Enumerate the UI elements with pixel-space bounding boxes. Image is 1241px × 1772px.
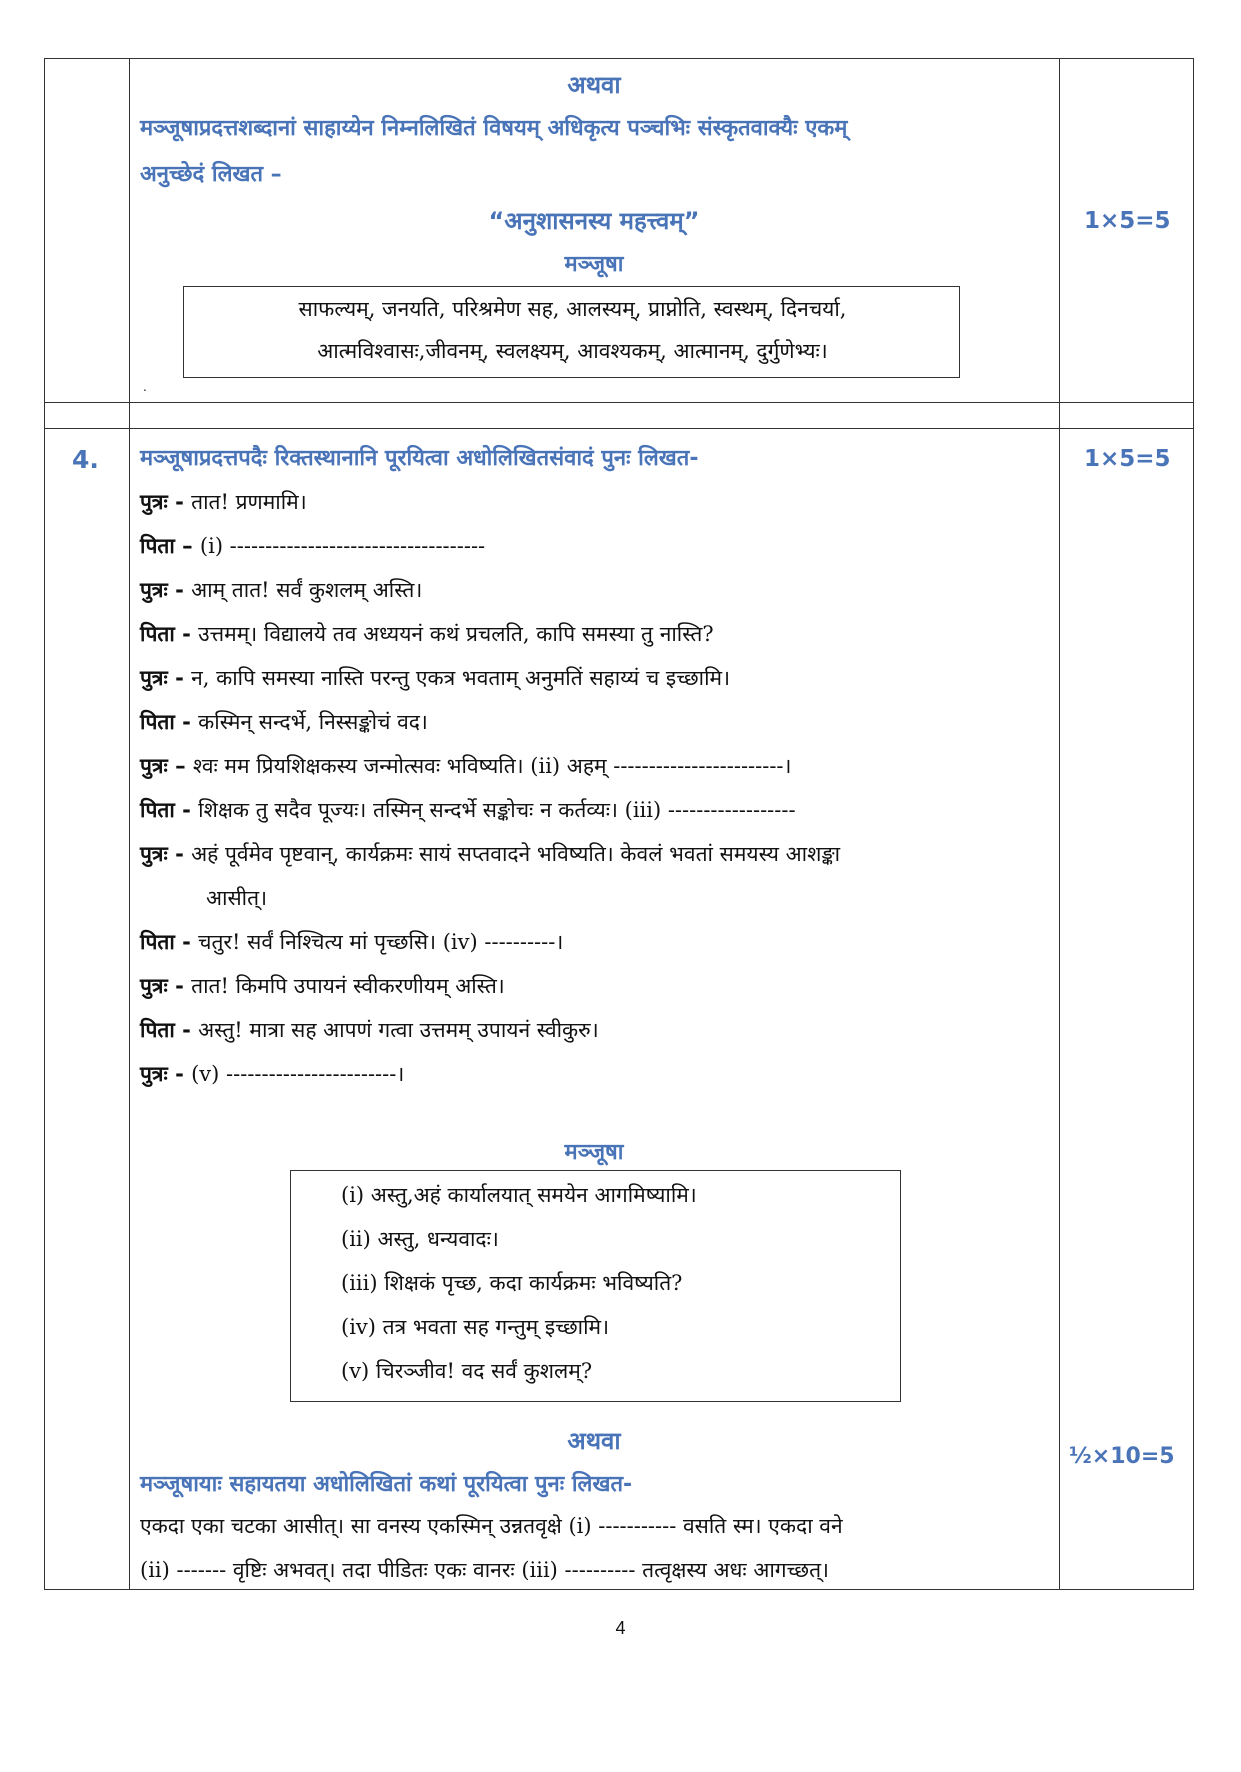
dialogue-line <box>140 796 796 824</box>
speaker-label: पिता <box>140 798 175 822</box>
story-line-2: (ii) ------- वृष्टिः अभवत्। तदा पीडितः एकः वानरः (iii) ---------- तत्वृक्षस्य अधः आगच्छत्। <box>140 1558 829 1582</box>
dialogue-text: शिक्षक तु सदैव पूज्यः। तस्मिन् सन्दर्भे सङ्कोचः न कर्तव्यः। (iii) ------------------ <box>198 798 796 822</box>
speaker-label: पिता <box>140 710 175 734</box>
paragraph-topic: “अनुशासनस्य महत्त्वम्” <box>488 207 700 235</box>
speaker-label: पिता <box>140 1018 175 1042</box>
dialogue-line <box>140 664 730 692</box>
dialogue-text: तात! किमपि उपायनं स्वीकरणीयम् अस्ति। <box>191 974 505 998</box>
q3-instruction-line1: मञ्जूषाप्रदत्तशब्दानां साहाय्येन निम्नलिखितं विषयम् अधिकृत्य पञ्चभिः संस्कृतवाक्यैः एकम् <box>140 116 848 141</box>
q4-alt-instruction: मञ्जूषायाः सहायतया अधोलिखितां कथां पूरयित्वा पुनः लिखत- <box>140 1472 633 1497</box>
q3-marks: 1×5=5 <box>1084 208 1171 234</box>
speaker-label: पिता <box>140 930 175 954</box>
speaker-separator: - <box>167 1062 192 1086</box>
dialogue-line <box>140 840 840 868</box>
option-item: (v) चिरञ्जीव! वद सर्वं कुशलम्? <box>341 1359 593 1383</box>
dialogue-text: न, कापि समस्या नास्ति परन्तु एकत्र भवताम् अनुमतिं सहाय्यं च इच्छामि। <box>191 666 731 690</box>
stray-dot: . <box>143 380 147 394</box>
speaker-separator: - <box>167 490 192 514</box>
dialogue-line <box>140 576 422 604</box>
speaker-separator: - <box>174 930 199 954</box>
dialogue-line <box>140 620 714 648</box>
dialogue-line <box>140 972 505 1000</box>
word-box-1-line2: आत्मविश्वासः,जीवनम्, स्वलक्ष्यम्, आवश्यकम्, आत्मानम्, दुर्गुणेभ्यः। <box>317 339 828 363</box>
speaker-label: पुत्रः <box>140 490 168 514</box>
option-item: (i) अस्तु,अहं कार्यालयात् समयेन आगमिष्यामि। <box>341 1183 697 1207</box>
dialogue-line <box>140 752 791 780</box>
option-item: (iii) शिक्षकं पृच्छ, कदा कार्यक्रमः भविष्यति? <box>341 1271 683 1295</box>
dialogue-text: कस्मिन् सन्दर्भे, निस्सङ्कोचं वद। <box>198 710 428 734</box>
speaker-separator: - <box>167 578 192 602</box>
dialogue-text: अहं पूर्वमेव पृष्टवान्, कार्यक्रमः सायं सप्तवादने भविष्यति। केवलं भवतां समयस्य आशङ्का <box>191 842 841 866</box>
speaker-label: पिता <box>140 534 175 558</box>
word-box-heading-1: मञ्जूषा <box>564 252 624 277</box>
dialogue-text: अस्तु! मात्रा सह आपणं गत्वा उत्तमम् उपायनं स्वीकुरु। <box>198 1018 599 1042</box>
speaker-separator: - <box>174 622 199 646</box>
dialogue-line <box>140 532 485 560</box>
athava-heading-1: अथवा <box>567 71 621 99</box>
word-box-heading-2: मञ्जूषा <box>564 1140 624 1165</box>
speaker-separator: – <box>167 754 193 778</box>
page-number: 4 <box>615 1618 626 1638</box>
dialogue-text: उत्तमम्। विद्यालये तव अध्ययनं कथं प्रचलति, कापि समस्या तु नास्ति? <box>198 622 714 646</box>
dialogue-line <box>140 928 563 956</box>
speaker-separator: - <box>167 666 192 690</box>
speaker-separator: - <box>167 842 192 866</box>
column-divider-2 <box>1059 59 1060 1589</box>
dialogue-text: तात! प्रणमामि। <box>191 490 307 514</box>
dialogue-text: (v) ------------------------। <box>191 1062 405 1086</box>
row-divider-1 <box>45 402 1193 403</box>
dialogue-text: चतुर! सर्वं निश्चित्य मां पृच्छसि। (iv) ----------। <box>198 930 564 954</box>
speaker-separator: - <box>174 798 199 822</box>
column-divider-1 <box>129 59 130 1589</box>
q4-alt-marks: ½×10=5 <box>1069 1444 1175 1469</box>
option-item: (iv) तत्र भवता सह गन्तुम् इच्छामि। <box>341 1315 610 1339</box>
speaker-separator: - <box>167 974 192 998</box>
row-divider-2 <box>45 428 1193 429</box>
speaker-separator: - <box>174 1018 199 1042</box>
word-box-2 <box>290 1170 901 1402</box>
speaker-separator: – <box>174 534 200 558</box>
q4-instruction: मञ्जूषाप्रदत्तपदैः रिक्तस्थानानि पूरयित्वा अधोलिखितसंवादं पुनः लिखत- <box>140 446 699 471</box>
dialogue-line <box>140 1060 404 1088</box>
dialogue-line <box>140 488 307 516</box>
speaker-label: पुत्रः <box>140 1062 168 1086</box>
speaker-label: पुत्रः <box>140 666 168 690</box>
dialogue-line <box>140 708 428 736</box>
story-line-1: एकदा एका चटका आसीत्। सा वनस्य एकस्मिन् उन्नतवृक्षे (i) ----------- वसति स्म। एकदा वने <box>140 1514 843 1538</box>
word-box-1-line1: साफल्यम्, जनयति, परिश्रमेण सह, आलस्यम्, प्राप्नोति, स्वस्थम्, दिनचर्या, <box>298 297 847 321</box>
dialogue-text: (i) ------------------------------------ <box>199 534 486 558</box>
speaker-label: पुत्रः <box>140 842 168 866</box>
speaker-label: पुत्रः <box>140 974 168 998</box>
athava-heading-2: अथवा <box>567 1427 621 1455</box>
dialogue-text: आसीत्। <box>206 886 268 910</box>
speaker-separator: - <box>174 710 199 734</box>
option-item: (ii) अस्तु, धन्यवादः। <box>341 1227 499 1251</box>
q3-instruction-line2: अनुच्छेदं लिखत – <box>140 162 282 187</box>
dialogue-text: आम् तात! सर्वं कुशलम् अस्ति। <box>191 578 423 602</box>
word-box-1 <box>183 286 960 378</box>
question-number-4: 4. <box>72 445 99 474</box>
dialogue-text: श्वः मम प्रियशिक्षकस्य जन्मोत्सवः भविष्यति। (ii) अहम् ------------------------। <box>192 754 792 778</box>
speaker-label: पिता <box>140 622 175 646</box>
speaker-label: पुत्रः <box>140 754 168 778</box>
speaker-label: पुत्रः <box>140 578 168 602</box>
q4-marks: 1×5=5 <box>1084 446 1171 472</box>
dialogue-line <box>140 1016 599 1044</box>
dialogue-line <box>206 884 267 912</box>
